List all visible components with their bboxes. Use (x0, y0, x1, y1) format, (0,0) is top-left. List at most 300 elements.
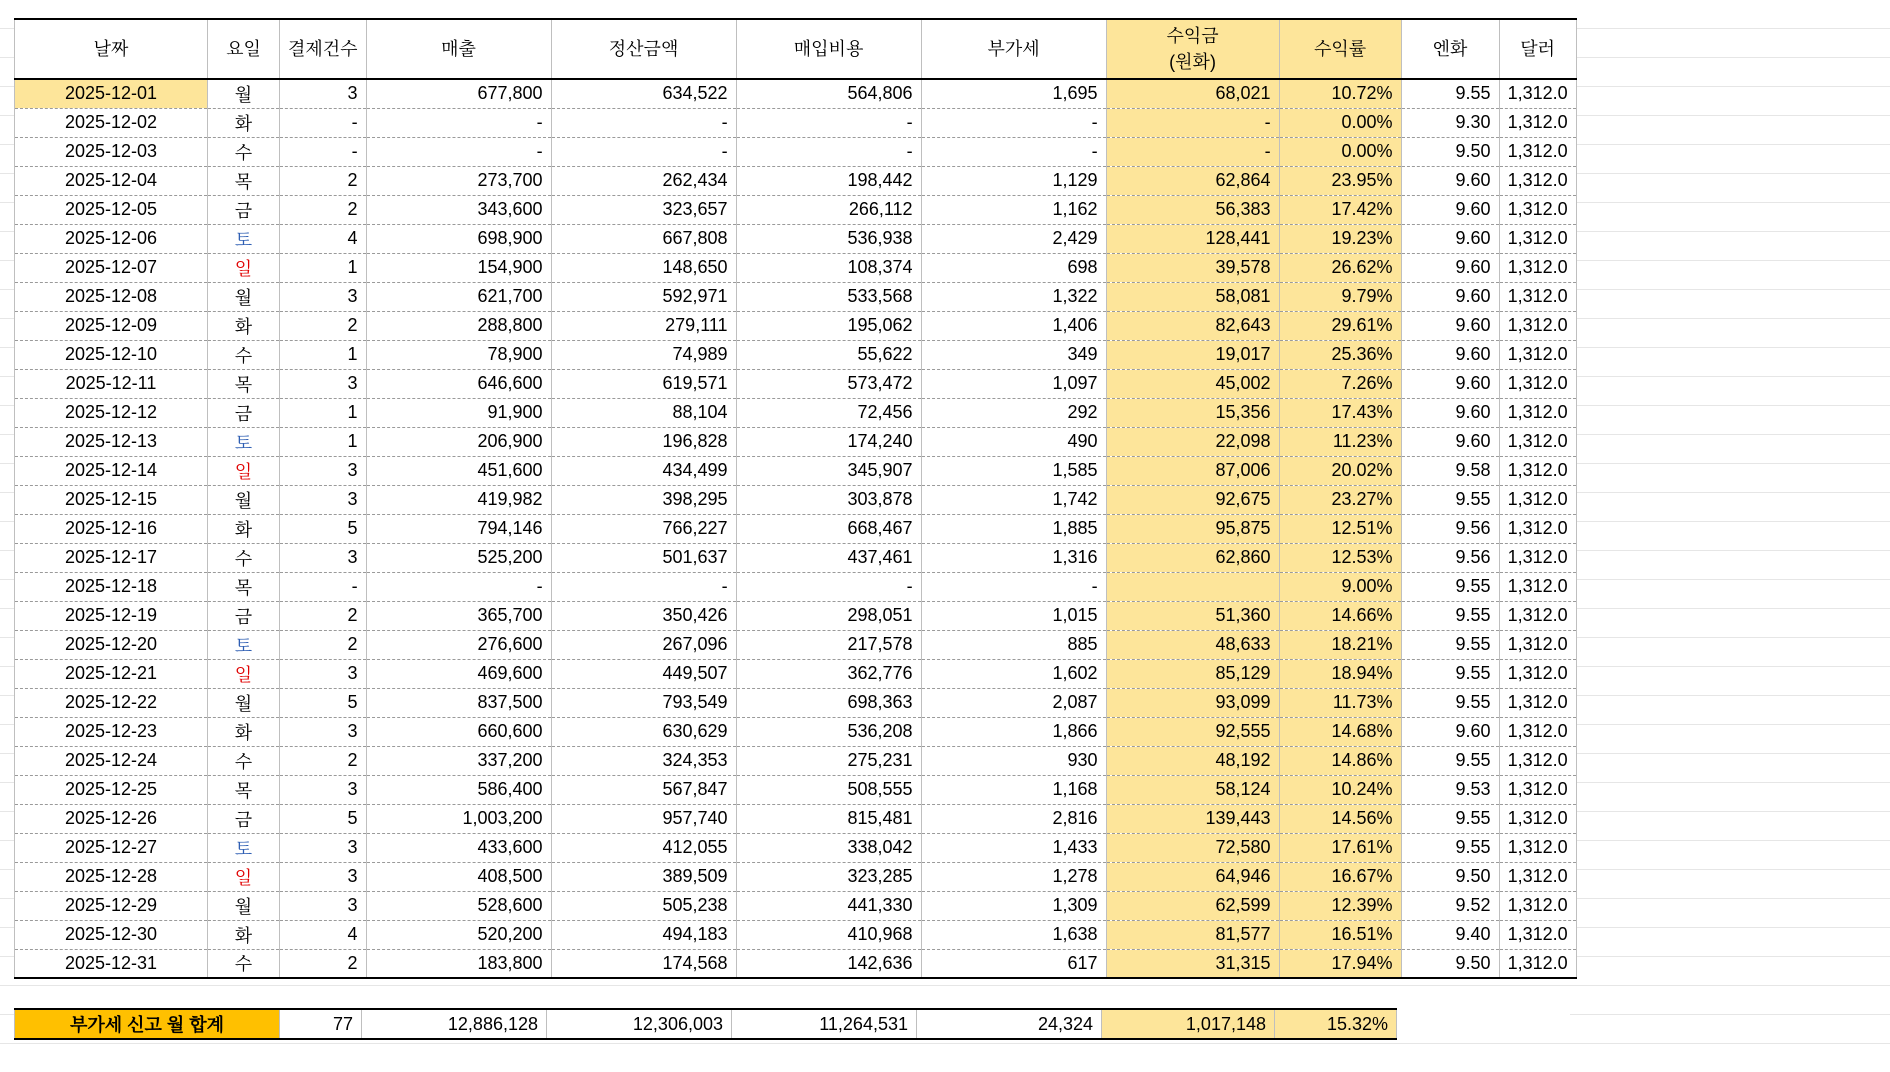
cell-yen[interactable]: 9.60 (1401, 311, 1499, 340)
cell-date[interactable]: 2025-12-18 (15, 572, 208, 601)
cell-purchase[interactable]: 668,467 (736, 514, 921, 543)
cell-date[interactable]: 2025-12-12 (15, 398, 208, 427)
cell-profit[interactable]: 82,643 (1106, 311, 1279, 340)
header-yen[interactable]: 엔화 (1401, 19, 1499, 79)
cell-count[interactable]: 1 (280, 253, 367, 282)
cell-vat[interactable]: 349 (921, 340, 1106, 369)
summary-settlement[interactable]: 12,306,003 (547, 1009, 732, 1039)
cell-count[interactable]: 3 (280, 833, 367, 862)
cell-dollar[interactable]: 1,312.0 (1499, 79, 1576, 108)
cell-weekday[interactable]: 목 (208, 572, 280, 601)
cell-dollar[interactable]: 1,312.0 (1499, 311, 1576, 340)
cell-count[interactable]: 4 (280, 920, 367, 949)
cell-count[interactable]: 2 (280, 630, 367, 659)
cell-settlement[interactable]: 174,568 (551, 949, 736, 978)
cell-margin[interactable]: 17.43% (1279, 398, 1401, 427)
cell-dollar[interactable]: 1,312.0 (1499, 601, 1576, 630)
cell-settlement[interactable]: 389,509 (551, 862, 736, 891)
cell-count[interactable]: - (280, 137, 367, 166)
cell-purchase[interactable]: 108,374 (736, 253, 921, 282)
cell-margin[interactable]: 26.62% (1279, 253, 1401, 282)
cell-dollar[interactable]: 1,312.0 (1499, 717, 1576, 746)
cell-vat[interactable]: 1,742 (921, 485, 1106, 514)
cell-settlement[interactable]: 148,650 (551, 253, 736, 282)
cell-date[interactable]: 2025-12-07 (15, 253, 208, 282)
cell-weekday[interactable]: 수 (208, 949, 280, 978)
header-settlement[interactable]: 정산금액 (551, 19, 736, 79)
cell-margin[interactable]: 16.51% (1279, 920, 1401, 949)
header-date[interactable]: 날짜 (15, 19, 208, 79)
cell-vat[interactable]: 490 (921, 427, 1106, 456)
cell-sales[interactable]: 78,900 (366, 340, 551, 369)
cell-profit[interactable]: 72,580 (1106, 833, 1279, 862)
cell-profit[interactable]: 93,099 (1106, 688, 1279, 717)
cell-margin[interactable]: 12.53% (1279, 543, 1401, 572)
cell-settlement[interactable]: 434,499 (551, 456, 736, 485)
cell-yen[interactable]: 9.50 (1401, 949, 1499, 978)
cell-dollar[interactable]: 1,312.0 (1499, 746, 1576, 775)
cell-margin[interactable]: 23.27% (1279, 485, 1401, 514)
cell-purchase[interactable]: 298,051 (736, 601, 921, 630)
cell-vat[interactable]: 1,322 (921, 282, 1106, 311)
cell-margin[interactable]: 29.61% (1279, 311, 1401, 340)
cell-count[interactable]: 3 (280, 282, 367, 311)
cell-sales[interactable]: 273,700 (366, 166, 551, 195)
cell-profit[interactable]: 48,633 (1106, 630, 1279, 659)
cell-vat[interactable]: - (921, 137, 1106, 166)
cell-vat[interactable]: - (921, 108, 1106, 137)
cell-purchase[interactable]: 323,285 (736, 862, 921, 891)
cell-profit[interactable]: 15,356 (1106, 398, 1279, 427)
cell-dollar[interactable]: 1,312.0 (1499, 804, 1576, 833)
cell-sales[interactable]: 621,700 (366, 282, 551, 311)
cell-yen[interactable]: 9.55 (1401, 659, 1499, 688)
cell-count[interactable]: 5 (280, 514, 367, 543)
cell-dollar[interactable]: 1,312.0 (1499, 427, 1576, 456)
cell-weekday[interactable]: 월 (208, 891, 280, 920)
cell-sales[interactable]: 91,900 (366, 398, 551, 427)
cell-vat[interactable]: 698 (921, 253, 1106, 282)
cell-margin[interactable]: 7.26% (1279, 369, 1401, 398)
cell-yen[interactable]: 9.52 (1401, 891, 1499, 920)
cell-vat[interactable]: 885 (921, 630, 1106, 659)
cell-profit[interactable]: 128,441 (1106, 224, 1279, 253)
cell-weekday[interactable]: 화 (208, 108, 280, 137)
cell-vat[interactable]: 1,885 (921, 514, 1106, 543)
cell-sales[interactable]: 660,600 (366, 717, 551, 746)
summary-sales[interactable]: 12,886,128 (362, 1009, 547, 1039)
cell-dollar[interactable]: 1,312.0 (1499, 398, 1576, 427)
cell-settlement[interactable]: 88,104 (551, 398, 736, 427)
cell-date[interactable]: 2025-12-27 (15, 833, 208, 862)
cell-purchase[interactable]: 410,968 (736, 920, 921, 949)
cell-settlement[interactable]: - (551, 572, 736, 601)
cell-vat[interactable]: - (921, 572, 1106, 601)
cell-profit[interactable]: - (1106, 137, 1279, 166)
cell-margin[interactable]: 19.23% (1279, 224, 1401, 253)
cell-sales[interactable]: 525,200 (366, 543, 551, 572)
cell-vat[interactable]: 1,695 (921, 79, 1106, 108)
cell-settlement[interactable]: 501,637 (551, 543, 736, 572)
cell-profit[interactable]: 139,443 (1106, 804, 1279, 833)
cell-yen[interactable]: 9.58 (1401, 456, 1499, 485)
cell-sales[interactable]: 451,600 (366, 456, 551, 485)
header-purchase[interactable]: 매입비용 (736, 19, 921, 79)
cell-yen[interactable]: 9.30 (1401, 108, 1499, 137)
cell-date[interactable]: 2025-12-15 (15, 485, 208, 514)
cell-yen[interactable]: 9.60 (1401, 717, 1499, 746)
cell-sales[interactable]: - (366, 108, 551, 137)
cell-purchase[interactable]: 142,636 (736, 949, 921, 978)
cell-weekday[interactable]: 목 (208, 775, 280, 804)
cell-purchase[interactable]: 815,481 (736, 804, 921, 833)
cell-weekday[interactable]: 월 (208, 79, 280, 108)
summary-vat[interactable]: 24,324 (917, 1009, 1102, 1039)
cell-weekday[interactable]: 일 (208, 253, 280, 282)
cell-profit[interactable]: 68,021 (1106, 79, 1279, 108)
cell-date[interactable]: 2025-12-23 (15, 717, 208, 746)
cell-yen[interactable]: 9.60 (1401, 340, 1499, 369)
header-dollar[interactable]: 달러 (1499, 19, 1576, 79)
cell-purchase[interactable]: - (736, 572, 921, 601)
cell-profit[interactable]: 85,129 (1106, 659, 1279, 688)
cell-count[interactable]: 5 (280, 688, 367, 717)
cell-margin[interactable]: 0.00% (1279, 108, 1401, 137)
cell-weekday[interactable]: 화 (208, 311, 280, 340)
cell-date[interactable]: 2025-12-10 (15, 340, 208, 369)
cell-count[interactable]: 2 (280, 166, 367, 195)
cell-purchase[interactable]: 266,112 (736, 195, 921, 224)
cell-purchase[interactable]: 573,472 (736, 369, 921, 398)
cell-dollar[interactable]: 1,312.0 (1499, 949, 1576, 978)
cell-yen[interactable]: 9.55 (1401, 746, 1499, 775)
cell-weekday[interactable]: 금 (208, 195, 280, 224)
cell-margin[interactable]: 17.42% (1279, 195, 1401, 224)
cell-dollar[interactable]: 1,312.0 (1499, 456, 1576, 485)
cell-dollar[interactable]: 1,312.0 (1499, 282, 1576, 311)
cell-weekday[interactable]: 월 (208, 688, 280, 717)
cell-date[interactable]: 2025-12-19 (15, 601, 208, 630)
cell-weekday[interactable]: 금 (208, 398, 280, 427)
cell-sales[interactable]: 794,146 (366, 514, 551, 543)
cell-vat[interactable]: 1,129 (921, 166, 1106, 195)
cell-profit[interactable]: 19,017 (1106, 340, 1279, 369)
cell-sales[interactable]: 520,200 (366, 920, 551, 949)
cell-count[interactable]: 1 (280, 427, 367, 456)
cell-yen[interactable]: 9.60 (1401, 224, 1499, 253)
cell-date[interactable]: 2025-12-11 (15, 369, 208, 398)
cell-vat[interactable]: 2,429 (921, 224, 1106, 253)
cell-sales[interactable]: 337,200 (366, 746, 551, 775)
cell-weekday[interactable]: 화 (208, 717, 280, 746)
cell-purchase[interactable]: 55,622 (736, 340, 921, 369)
cell-date[interactable]: 2025-12-31 (15, 949, 208, 978)
cell-weekday[interactable]: 화 (208, 514, 280, 543)
cell-yen[interactable]: 9.53 (1401, 775, 1499, 804)
cell-vat[interactable]: 1,433 (921, 833, 1106, 862)
cell-count[interactable]: 3 (280, 79, 367, 108)
cell-yen[interactable]: 9.55 (1401, 79, 1499, 108)
cell-settlement[interactable]: 324,353 (551, 746, 736, 775)
cell-margin[interactable]: 18.94% (1279, 659, 1401, 688)
cell-vat[interactable]: 1,316 (921, 543, 1106, 572)
cell-sales[interactable]: 154,900 (366, 253, 551, 282)
summary-count[interactable]: 77 (280, 1009, 362, 1039)
cell-margin[interactable]: 14.66% (1279, 601, 1401, 630)
cell-profit[interactable]: 62,864 (1106, 166, 1279, 195)
summary-label[interactable]: 부가세 신고 월 합계 (15, 1009, 280, 1039)
cell-sales[interactable]: 183,800 (366, 949, 551, 978)
cell-sales[interactable]: 837,500 (366, 688, 551, 717)
cell-date[interactable]: 2025-12-01 (15, 79, 208, 108)
cell-vat[interactable]: 1,406 (921, 311, 1106, 340)
header-sales[interactable]: 매출 (366, 19, 551, 79)
cell-date[interactable]: 2025-12-17 (15, 543, 208, 572)
cell-dollar[interactable]: 1,312.0 (1499, 630, 1576, 659)
cell-settlement[interactable]: - (551, 137, 736, 166)
cell-count[interactable]: 3 (280, 862, 367, 891)
cell-margin[interactable]: 10.72% (1279, 79, 1401, 108)
cell-sales[interactable]: 586,400 (366, 775, 551, 804)
cell-dollar[interactable]: 1,312.0 (1499, 891, 1576, 920)
cell-date[interactable]: 2025-12-21 (15, 659, 208, 688)
cell-dollar[interactable]: 1,312.0 (1499, 775, 1576, 804)
cell-count[interactable]: 4 (280, 224, 367, 253)
cell-yen[interactable]: 9.55 (1401, 485, 1499, 514)
cell-dollar[interactable]: 1,312.0 (1499, 659, 1576, 688)
cell-count[interactable]: 3 (280, 891, 367, 920)
cell-purchase[interactable]: 72,456 (736, 398, 921, 427)
cell-vat[interactable]: 1,097 (921, 369, 1106, 398)
cell-yen[interactable]: 9.50 (1401, 862, 1499, 891)
cell-weekday[interactable]: 금 (208, 601, 280, 630)
cell-count[interactable]: - (280, 108, 367, 137)
cell-weekday[interactable]: 토 (208, 630, 280, 659)
cell-yen[interactable]: 9.55 (1401, 630, 1499, 659)
cell-date[interactable]: 2025-12-03 (15, 137, 208, 166)
cell-settlement[interactable]: 279,111 (551, 311, 736, 340)
cell-weekday[interactable]: 금 (208, 804, 280, 833)
cell-profit[interactable]: 56,383 (1106, 195, 1279, 224)
cell-weekday[interactable]: 일 (208, 456, 280, 485)
cell-profit[interactable]: 92,675 (1106, 485, 1279, 514)
cell-dollar[interactable]: 1,312.0 (1499, 485, 1576, 514)
cell-weekday[interactable]: 수 (208, 746, 280, 775)
cell-date[interactable]: 2025-12-06 (15, 224, 208, 253)
cell-dollar[interactable]: 1,312.0 (1499, 920, 1576, 949)
cell-settlement[interactable]: 630,629 (551, 717, 736, 746)
cell-count[interactable]: 3 (280, 456, 367, 485)
cell-date[interactable]: 2025-12-04 (15, 166, 208, 195)
cell-purchase[interactable]: 174,240 (736, 427, 921, 456)
cell-date[interactable]: 2025-12-08 (15, 282, 208, 311)
cell-count[interactable]: 2 (280, 601, 367, 630)
cell-purchase[interactable]: 698,363 (736, 688, 921, 717)
cell-settlement[interactable]: 449,507 (551, 659, 736, 688)
cell-weekday[interactable]: 일 (208, 862, 280, 891)
cell-dollar[interactable]: 1,312.0 (1499, 253, 1576, 282)
cell-vat[interactable]: 930 (921, 746, 1106, 775)
cell-settlement[interactable]: 793,549 (551, 688, 736, 717)
cell-vat[interactable]: 1,638 (921, 920, 1106, 949)
cell-profit[interactable]: - (1106, 108, 1279, 137)
cell-vat[interactable]: 1,162 (921, 195, 1106, 224)
cell-settlement[interactable]: 567,847 (551, 775, 736, 804)
cell-margin[interactable]: 14.86% (1279, 746, 1401, 775)
cell-settlement[interactable]: 398,295 (551, 485, 736, 514)
cell-yen[interactable]: 9.60 (1401, 369, 1499, 398)
cell-vat[interactable]: 1,168 (921, 775, 1106, 804)
cell-sales[interactable]: 206,900 (366, 427, 551, 456)
cell-sales[interactable]: - (366, 572, 551, 601)
cell-sales[interactable]: 419,982 (366, 485, 551, 514)
cell-date[interactable]: 2025-12-26 (15, 804, 208, 833)
cell-purchase[interactable]: 533,568 (736, 282, 921, 311)
cell-yen[interactable]: 9.55 (1401, 804, 1499, 833)
cell-yen[interactable]: 9.60 (1401, 427, 1499, 456)
cell-weekday[interactable]: 월 (208, 282, 280, 311)
cell-purchase[interactable]: 536,938 (736, 224, 921, 253)
cell-vat[interactable]: 1,309 (921, 891, 1106, 920)
cell-purchase[interactable]: 338,042 (736, 833, 921, 862)
cell-dollar[interactable]: 1,312.0 (1499, 862, 1576, 891)
cell-count[interactable]: 3 (280, 775, 367, 804)
cell-purchase[interactable]: 441,330 (736, 891, 921, 920)
cell-count[interactable]: - (280, 572, 367, 601)
cell-settlement[interactable]: 667,808 (551, 224, 736, 253)
cell-weekday[interactable]: 월 (208, 485, 280, 514)
cell-yen[interactable]: 9.50 (1401, 137, 1499, 166)
cell-profit[interactable]: 62,599 (1106, 891, 1279, 920)
cell-margin[interactable]: 12.39% (1279, 891, 1401, 920)
cell-yen[interactable]: 9.60 (1401, 398, 1499, 427)
cell-count[interactable]: 3 (280, 659, 367, 688)
cell-date[interactable]: 2025-12-20 (15, 630, 208, 659)
cell-settlement[interactable]: 505,238 (551, 891, 736, 920)
cell-date[interactable]: 2025-12-05 (15, 195, 208, 224)
cell-profit[interactable]: 48,192 (1106, 746, 1279, 775)
cell-profit[interactable] (1106, 572, 1279, 601)
cell-count[interactable]: 2 (280, 949, 367, 978)
cell-weekday[interactable]: 수 (208, 340, 280, 369)
cell-yen[interactable]: 9.60 (1401, 253, 1499, 282)
cell-purchase[interactable]: 536,208 (736, 717, 921, 746)
summary-margin[interactable]: 15.32% (1275, 1009, 1397, 1039)
cell-sales[interactable]: 698,900 (366, 224, 551, 253)
cell-purchase[interactable]: 303,878 (736, 485, 921, 514)
cell-profit[interactable]: 58,124 (1106, 775, 1279, 804)
cell-vat[interactable]: 2,816 (921, 804, 1106, 833)
cell-dollar[interactable]: 1,312.0 (1499, 688, 1576, 717)
cell-weekday[interactable]: 토 (208, 833, 280, 862)
summary-purchase[interactable]: 11,264,531 (732, 1009, 917, 1039)
cell-sales[interactable]: 288,800 (366, 311, 551, 340)
cell-dollar[interactable]: 1,312.0 (1499, 543, 1576, 572)
cell-vat[interactable]: 1,866 (921, 717, 1106, 746)
cell-vat[interactable]: 1,585 (921, 456, 1106, 485)
cell-yen[interactable]: 9.55 (1401, 688, 1499, 717)
cell-profit[interactable]: 31,315 (1106, 949, 1279, 978)
cell-profit[interactable]: 92,555 (1106, 717, 1279, 746)
cell-margin[interactable]: 11.73% (1279, 688, 1401, 717)
cell-sales[interactable]: 433,600 (366, 833, 551, 862)
cell-settlement[interactable]: 196,828 (551, 427, 736, 456)
cell-date[interactable]: 2025-12-02 (15, 108, 208, 137)
cell-settlement[interactable]: 619,571 (551, 369, 736, 398)
cell-profit[interactable]: 58,081 (1106, 282, 1279, 311)
cell-settlement[interactable]: 350,426 (551, 601, 736, 630)
cell-count[interactable]: 3 (280, 369, 367, 398)
cell-sales[interactable]: 343,600 (366, 195, 551, 224)
cell-dollar[interactable]: 1,312.0 (1499, 514, 1576, 543)
cell-count[interactable]: 2 (280, 311, 367, 340)
cell-profit[interactable]: 62,860 (1106, 543, 1279, 572)
cell-dollar[interactable]: 1,312.0 (1499, 224, 1576, 253)
cell-weekday[interactable]: 목 (208, 369, 280, 398)
cell-sales[interactable]: 276,600 (366, 630, 551, 659)
cell-profit[interactable]: 22,098 (1106, 427, 1279, 456)
cell-yen[interactable]: 9.55 (1401, 572, 1499, 601)
summary-profit[interactable]: 1,017,148 (1102, 1009, 1275, 1039)
cell-margin[interactable]: 20.02% (1279, 456, 1401, 485)
cell-yen[interactable]: 9.56 (1401, 543, 1499, 572)
cell-date[interactable]: 2025-12-13 (15, 427, 208, 456)
cell-profit[interactable]: 51,360 (1106, 601, 1279, 630)
cell-margin[interactable]: 23.95% (1279, 166, 1401, 195)
cell-date[interactable]: 2025-12-30 (15, 920, 208, 949)
cell-date[interactable]: 2025-12-29 (15, 891, 208, 920)
header-margin[interactable]: 수익률 (1279, 19, 1401, 79)
cell-profit[interactable]: 64,946 (1106, 862, 1279, 891)
cell-sales[interactable]: - (366, 137, 551, 166)
cell-date[interactable]: 2025-12-09 (15, 311, 208, 340)
cell-vat[interactable]: 1,602 (921, 659, 1106, 688)
cell-purchase[interactable]: 508,555 (736, 775, 921, 804)
cell-settlement[interactable]: 323,657 (551, 195, 736, 224)
cell-weekday[interactable]: 목 (208, 166, 280, 195)
cell-dollar[interactable]: 1,312.0 (1499, 137, 1576, 166)
cell-settlement[interactable]: - (551, 108, 736, 137)
cell-sales[interactable]: 469,600 (366, 659, 551, 688)
cell-profit[interactable]: 87,006 (1106, 456, 1279, 485)
cell-dollar[interactable]: 1,312.0 (1499, 340, 1576, 369)
cell-count[interactable]: 3 (280, 717, 367, 746)
header-weekday[interactable]: 요일 (208, 19, 280, 79)
cell-settlement[interactable]: 74,989 (551, 340, 736, 369)
cell-purchase[interactable]: 564,806 (736, 79, 921, 108)
cell-purchase[interactable]: 437,461 (736, 543, 921, 572)
cell-profit[interactable]: 95,875 (1106, 514, 1279, 543)
cell-count[interactable]: 2 (280, 195, 367, 224)
cell-margin[interactable]: 16.67% (1279, 862, 1401, 891)
header-count[interactable]: 결제건수 (280, 19, 367, 79)
cell-vat[interactable]: 617 (921, 949, 1106, 978)
cell-weekday[interactable]: 화 (208, 920, 280, 949)
cell-purchase[interactable]: 198,442 (736, 166, 921, 195)
cell-sales[interactable]: 646,600 (366, 369, 551, 398)
cell-count[interactable]: 3 (280, 485, 367, 514)
cell-yen[interactable]: 9.55 (1401, 833, 1499, 862)
cell-dollar[interactable]: 1,312.0 (1499, 195, 1576, 224)
cell-weekday[interactable]: 토 (208, 224, 280, 253)
cell-margin[interactable]: 9.79% (1279, 282, 1401, 311)
cell-yen[interactable]: 9.60 (1401, 195, 1499, 224)
cell-dollar[interactable]: 1,312.0 (1499, 369, 1576, 398)
cell-sales[interactable]: 677,800 (366, 79, 551, 108)
cell-weekday[interactable]: 수 (208, 543, 280, 572)
cell-date[interactable]: 2025-12-28 (15, 862, 208, 891)
cell-purchase[interactable]: 195,062 (736, 311, 921, 340)
